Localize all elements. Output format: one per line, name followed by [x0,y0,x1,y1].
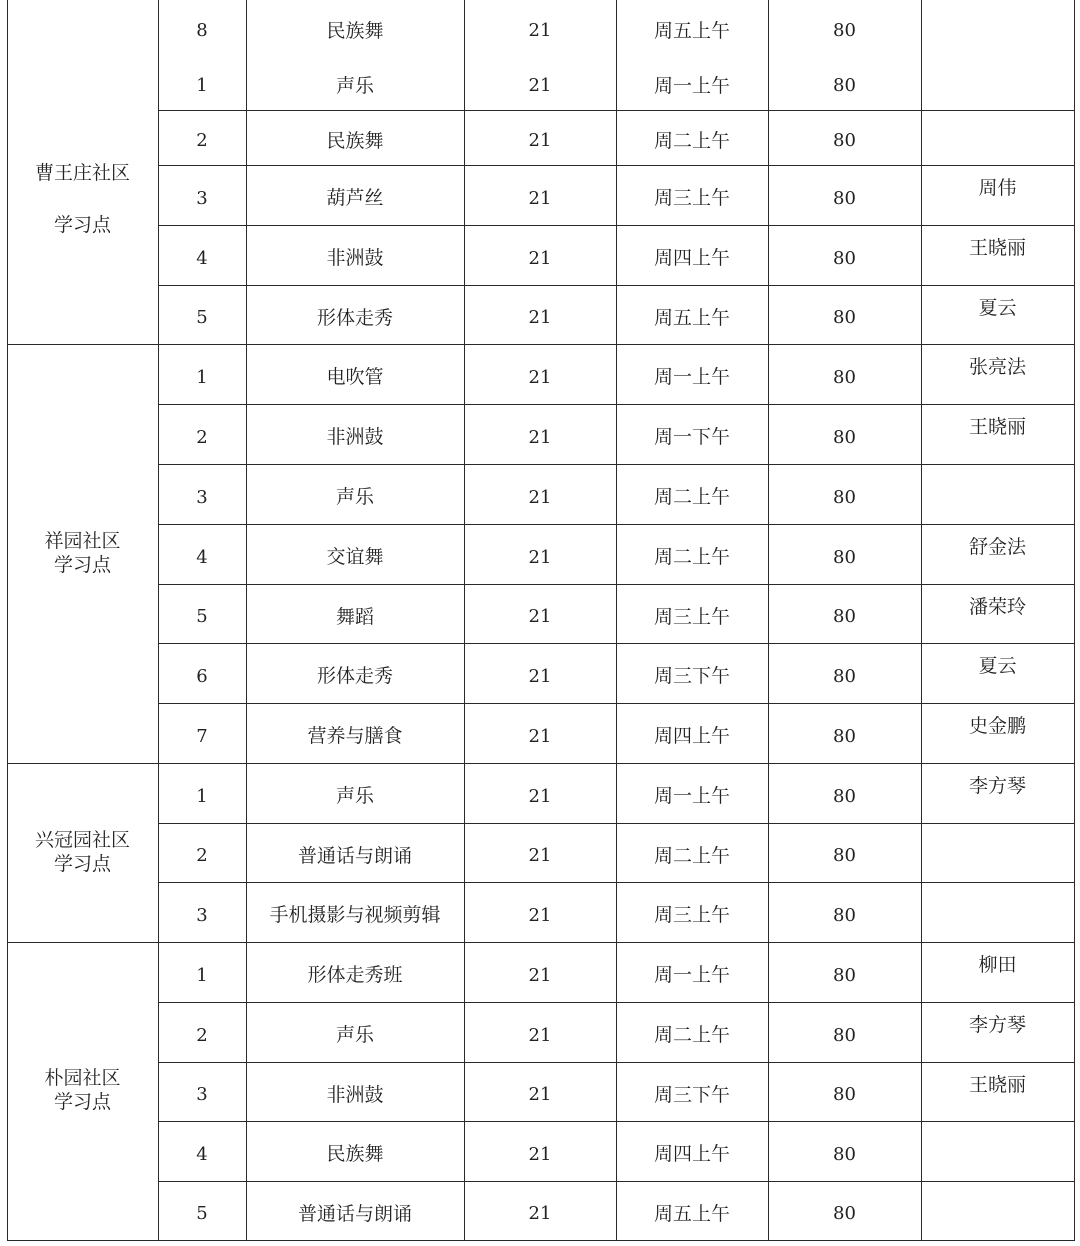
column-divider [616,0,617,1241]
class-hours: 80 [833,20,856,42]
group-name-cell [7,942,158,1240]
course-name: 交谊舞 [326,546,384,569]
class-time: 周五上午 [653,19,730,42]
row-number: 2 [196,845,208,867]
class-hours: 80 [833,546,856,568]
course-name: 非洲鼓 [326,426,384,449]
column-divider [768,0,769,1241]
student-count: 21 [528,665,552,687]
course-name: 普通话与朗诵 [297,844,412,867]
course-name: 声乐 [335,486,374,509]
teacher-name [921,458,1074,518]
row-number: 6 [196,665,208,687]
class-hours: 80 [833,1143,856,1165]
class-time: 周三下午 [653,665,730,688]
class-time: 周二上午 [653,546,730,569]
student-count: 21 [528,187,552,209]
row-number: 1 [196,785,208,807]
course-name: 电吹管 [326,366,384,389]
teacher-name: 李方琴 [968,775,1026,798]
group-name [35,829,130,877]
teacher-name: 王晓丽 [968,416,1026,439]
group-name-cell [7,55,158,344]
column-divider [246,0,247,1241]
course-name: 民族舞 [326,19,384,42]
group-name-line: 学习点 [53,213,111,236]
table-bottom-border [7,1240,1075,1241]
course-name: 形体走秀 [316,306,393,329]
class-time: 周一上午 [653,74,730,97]
class-time: 周三上午 [653,605,730,628]
teacher-name: 柳田 [978,954,1017,977]
row-number: 3 [196,904,208,926]
row-number: 5 [196,1203,208,1225]
student-count: 21 [528,1084,552,1106]
group-divider [7,763,1075,764]
row-number: 1 [196,75,208,97]
table-left-border [7,0,8,1241]
table-right-border [1074,0,1075,1241]
teacher-name [921,1115,1074,1175]
class-time: 周一下午 [653,426,730,449]
student-count: 21 [528,426,552,448]
class-time: 周五上午 [653,306,730,329]
teacher-name: 李方琴 [968,1014,1026,1037]
row-number: 3 [196,187,208,209]
row-number: 1 [196,964,208,986]
class-time: 周四上午 [653,247,730,270]
teacher-name [921,0,1074,49]
student-count: 21 [528,546,552,568]
student-count: 21 [528,845,552,867]
teacher-name [921,817,1074,876]
student-count: 21 [528,130,552,152]
teacher-name [921,49,1074,104]
group-divider [7,344,1075,345]
class-hours: 80 [833,187,856,209]
class-hours: 80 [833,75,856,97]
student-count: 21 [528,307,552,329]
class-time: 周一上午 [653,785,730,808]
course-name: 声乐 [335,74,374,97]
class-time: 周二上午 [653,486,730,509]
group-name-cell [7,344,158,763]
student-count: 21 [528,247,552,269]
class-time: 周五上午 [653,1202,730,1225]
class-hours: 80 [833,366,856,388]
row-number: 5 [196,307,208,329]
class-time: 周三上午 [653,187,730,210]
teacher-name [921,876,1074,936]
row-number: 3 [196,486,208,508]
row-number: 3 [196,1084,208,1106]
class-time: 周三下午 [653,1083,730,1106]
class-hours: 80 [833,785,856,807]
course-name: 非洲鼓 [326,1083,384,1106]
course-name: 民族舞 [326,1143,384,1166]
group-name [44,530,120,578]
class-hours: 80 [833,964,856,986]
class-hours: 80 [833,1203,856,1225]
course-name: 形体走秀班 [307,964,403,987]
class-hours: 80 [833,725,856,747]
teacher-name: 史金鹏 [968,715,1026,738]
class-hours: 80 [833,307,856,329]
class-time: 周二上午 [653,1024,730,1047]
group-divider [7,942,1075,943]
teacher-name: 夏云 [978,655,1017,678]
course-name: 营养与膳食 [307,725,403,748]
class-time: 周一上午 [653,366,730,389]
class-time: 周二上午 [653,844,730,867]
row-number: 5 [196,606,208,628]
student-count: 21 [528,1143,552,1165]
class-time: 周二上午 [653,129,730,152]
course-name: 非洲鼓 [326,247,384,270]
row-number: 2 [196,426,208,448]
course-name: 舞蹈 [335,605,374,628]
class-hours: 80 [833,247,856,269]
group-name-line: 祥园社区 [44,529,121,552]
teacher-name: 舒金法 [968,536,1026,559]
student-count: 21 [528,486,552,508]
group-name-line: 学习点 [53,1091,111,1113]
student-count: 21 [528,964,552,986]
class-hours: 80 [833,845,856,867]
group-name-line: 兴冠园社区 [34,828,130,851]
teacher-name: 潘荣玲 [968,595,1026,618]
student-count: 21 [528,1024,552,1046]
group-name-line: 学习点 [53,852,111,875]
row-number: 8 [196,20,208,42]
class-hours: 80 [833,486,856,508]
group-name [44,1067,120,1115]
student-count: 21 [528,725,552,747]
class-time: 周四上午 [653,725,730,748]
student-count: 21 [528,75,552,97]
row-number: 1 [196,366,208,388]
group-name [35,162,130,238]
teacher-name: 周伟 [978,177,1017,200]
student-count: 21 [528,20,552,42]
row-number: 4 [196,1143,208,1165]
class-hours: 80 [833,130,856,152]
row-number: 4 [196,546,208,568]
teacher-name: 张亮法 [968,356,1026,379]
group-name-line: 朴园社区 [44,1067,121,1090]
course-name: 葫芦丝 [326,187,384,210]
group-name-line: 学习点 [53,553,111,576]
class-hours: 80 [833,426,856,448]
column-divider [921,0,922,1241]
student-count: 21 [528,366,552,388]
course-name: 形体走秀 [316,665,393,688]
row-number: 7 [196,725,208,747]
class-time: 周四上午 [653,1143,730,1166]
column-divider [464,0,465,1241]
class-time: 周三上午 [653,904,730,927]
course-name: 民族舞 [326,129,384,152]
class-hours: 80 [833,665,856,687]
course-name: 声乐 [335,785,374,808]
class-hours: 80 [833,606,856,628]
row-number: 4 [196,247,208,269]
class-hours: 80 [833,904,856,926]
column-divider [158,0,159,1241]
class-hours: 80 [833,1084,856,1106]
teacher-name: 王晓丽 [968,1073,1026,1096]
group-name-line: 曹王庄社区 [34,161,130,184]
teacher-name: 夏云 [978,296,1017,319]
class-time: 周一上午 [653,964,730,987]
teacher-name: 王晓丽 [968,237,1026,260]
student-count: 21 [528,904,552,926]
group-name-cell [7,763,158,942]
class-hours: 80 [833,1024,856,1046]
teacher-name [921,104,1074,159]
course-name: 手机摄影与视频剪辑 [269,904,441,927]
student-count: 21 [528,785,552,807]
row-number: 2 [196,130,208,152]
row-number: 2 [196,1024,208,1046]
teacher-name [921,1175,1074,1234]
student-count: 21 [528,1203,552,1225]
course-name: 普通话与朗诵 [297,1202,412,1225]
course-name: 声乐 [335,1024,374,1047]
student-count: 21 [528,606,552,628]
